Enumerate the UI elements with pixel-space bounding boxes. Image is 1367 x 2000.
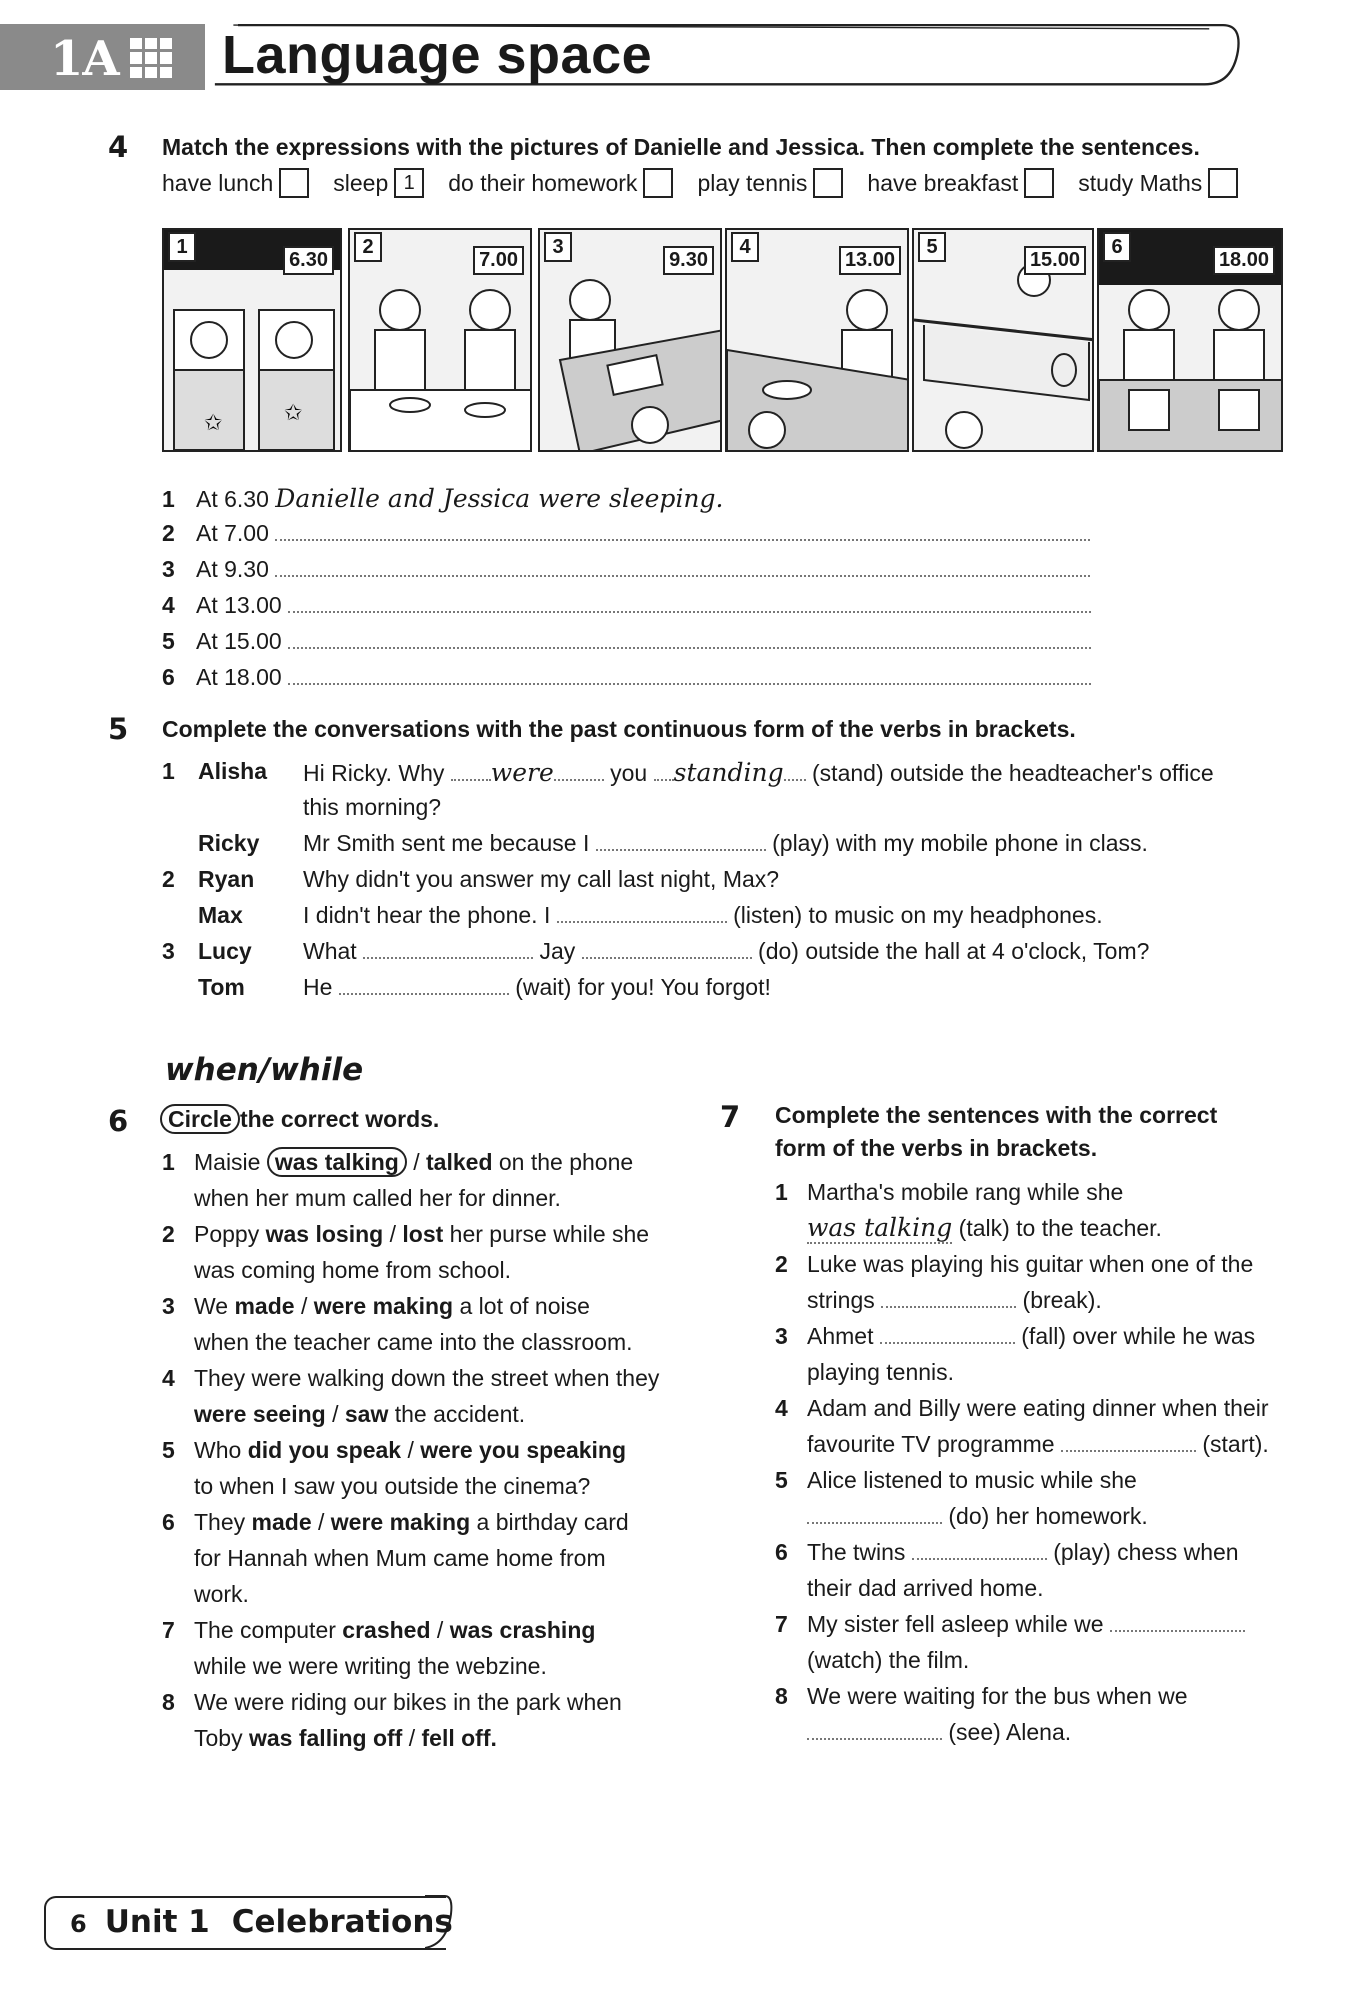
- svg-text:✩: ✩: [204, 410, 223, 435]
- item-text: Maisie: [194, 1149, 261, 1175]
- picture-time: 7.00: [473, 246, 524, 275]
- page-number: 6: [70, 1910, 87, 1938]
- answer-line[interactable]: [807, 1736, 942, 1740]
- item-number: 5: [162, 1437, 175, 1463]
- item-number: 7: [775, 1611, 788, 1637]
- option-word[interactable]: crashed: [342, 1617, 431, 1643]
- item-text: Toby: [194, 1725, 243, 1751]
- list-item: [775, 1606, 1295, 1678]
- item-text: the accident.: [394, 1401, 526, 1427]
- speaker-name: Ricky: [198, 830, 260, 856]
- exercise-7-items: [775, 1174, 1295, 1750]
- item-text: when the teacher came into the classroom.: [194, 1329, 633, 1355]
- option-word[interactable]: lost: [402, 1221, 444, 1247]
- item-number: 2: [162, 520, 175, 546]
- expression-label: play tennis: [697, 169, 808, 196]
- item-number: 5: [775, 1467, 788, 1493]
- dialogue-text: Why didn't you answer my call last night, Max?: [303, 866, 780, 892]
- item-text: playing tennis.: [807, 1359, 955, 1385]
- answer-line[interactable]: [288, 609, 1091, 613]
- dialogue-text: (stand) outside the headteacher's office: [812, 760, 1214, 786]
- exercise-7-number: 7: [720, 1100, 741, 1134]
- item-text: (talk) to the teacher.: [958, 1215, 1162, 1241]
- item-text: (fall) over while he was: [1021, 1323, 1256, 1349]
- item-number: 8: [775, 1683, 788, 1709]
- item-text: (watch) the film.: [807, 1647, 970, 1673]
- answer-line[interactable]: [880, 1340, 1015, 1344]
- item-number: 2: [162, 866, 175, 892]
- dialogue-text: Hi Ricky. Why: [303, 760, 445, 786]
- option-word[interactable]: were you speaking: [420, 1437, 627, 1463]
- answer-line[interactable]: [339, 991, 509, 995]
- item-text: The computer: [194, 1617, 336, 1643]
- item-text: My sister fell asleep while we: [807, 1611, 1104, 1637]
- item-text: Martha's mobile rang while she: [807, 1179, 1124, 1205]
- item-number: 6: [775, 1539, 788, 1565]
- picture-time: 6.30: [283, 246, 334, 275]
- expression-item: [162, 168, 309, 198]
- answer-line[interactable]: [582, 955, 752, 959]
- picture-number: 5: [918, 232, 946, 262]
- sentence-prompt: At 15.00: [196, 628, 282, 654]
- item-number: 1: [162, 486, 175, 512]
- picture-panel-6: [1097, 228, 1283, 452]
- item-text: Who: [194, 1437, 242, 1463]
- item-number: 7: [162, 1617, 175, 1643]
- answer-line: [451, 777, 491, 781]
- handwritten-answer: were: [490, 758, 554, 787]
- list-item: [162, 1288, 702, 1360]
- option-word[interactable]: saw: [344, 1401, 389, 1427]
- sentence-prompt: At 9.30: [196, 556, 269, 582]
- dialogue-text: I didn't hear the phone. I: [303, 902, 551, 928]
- instruction-text: form of the verbs in brackets.: [775, 1135, 1098, 1161]
- item-text: their dad arrived home.: [807, 1575, 1044, 1601]
- option-separator: /: [408, 1725, 416, 1751]
- item-text: a lot of noise: [459, 1293, 590, 1319]
- option-word[interactable]: fell off.: [421, 1725, 497, 1751]
- dialogue-text: this morning?: [303, 794, 442, 820]
- dialogue-text: He: [303, 974, 333, 1000]
- item-number: 4: [775, 1395, 788, 1421]
- picture-time: 18.00: [1213, 246, 1275, 275]
- picture-number: 3: [544, 232, 572, 262]
- item-text: while we were writing the webzine.: [194, 1653, 547, 1679]
- picture-time: 15.00: [1024, 246, 1086, 275]
- list-item: [162, 1432, 702, 1504]
- ex4-sentence: [162, 628, 1091, 655]
- dialogue-line: [303, 758, 1214, 787]
- answer-box[interactable]: [279, 168, 309, 198]
- answer-line: [554, 777, 604, 781]
- instruction-text: Complete the sentences with the correct: [775, 1102, 1218, 1128]
- answer-line[interactable]: [1061, 1448, 1196, 1452]
- item-text: Alice listened to music while she: [807, 1467, 1137, 1493]
- footer: [70, 1904, 453, 1940]
- expression-item: [697, 168, 843, 198]
- picture-panel-2: [348, 228, 532, 452]
- option-word[interactable]: was talking: [267, 1147, 407, 1177]
- list-item: [162, 1612, 702, 1684]
- item-text: (do) her homework.: [948, 1503, 1148, 1529]
- picture-panel-4: [725, 228, 909, 452]
- dialogue-text: you: [610, 760, 648, 786]
- item-text: (see) Alena.: [948, 1719, 1072, 1745]
- picture-number: 4: [731, 232, 759, 262]
- item-number: 1: [162, 758, 175, 784]
- item-text: (play) chess when: [1053, 1539, 1239, 1565]
- exercise-6-number: 6: [108, 1104, 129, 1138]
- item-text: Ahmet: [807, 1323, 874, 1349]
- list-item: [775, 1534, 1295, 1606]
- answer-line[interactable]: [363, 955, 533, 959]
- item-number: 5: [162, 628, 175, 654]
- expression-label: study Maths: [1078, 169, 1203, 196]
- picture-panel-5: [912, 228, 1094, 452]
- page-title: Language space: [222, 25, 653, 85]
- sentence-prompt: At 6.30: [196, 486, 269, 512]
- section-subheading: when/while: [165, 1052, 364, 1088]
- dialogue-text: (do) outside the hall at 4 o'clock, Tom?: [758, 938, 1150, 964]
- expression-item: [333, 168, 424, 198]
- picture-number: 6: [1103, 232, 1131, 262]
- picture-panel-3: [538, 228, 722, 452]
- exercise-5-instruction: Complete the conversations with the past continuous form of the verbs in brackets.: [162, 716, 1076, 742]
- answer-line[interactable]: [1110, 1628, 1245, 1632]
- answer-line[interactable]: [288, 681, 1091, 685]
- dialogue-text: (play) with my mobile phone in class.: [772, 830, 1148, 856]
- picture-number: 1: [168, 232, 196, 262]
- list-item: [162, 1144, 702, 1216]
- exercise-6-instruction: [160, 1106, 439, 1133]
- handwritten-answer: was talking: [807, 1213, 953, 1242]
- option-word[interactable]: made: [251, 1509, 312, 1535]
- option-separator: /: [332, 1401, 339, 1427]
- exercise-6-items: [162, 1144, 702, 1756]
- list-item: [162, 1504, 702, 1612]
- list-item: [162, 1360, 702, 1432]
- dialogue-line: [303, 938, 1149, 965]
- handwritten-answer: standing: [673, 758, 784, 787]
- item-number: 1: [775, 1179, 788, 1205]
- option-word[interactable]: did you speak: [247, 1437, 402, 1463]
- grid-icon: [130, 38, 172, 78]
- option-word[interactable]: was crashing: [449, 1617, 596, 1643]
- item-number: 3: [162, 1293, 175, 1319]
- list-item: [775, 1174, 1295, 1246]
- list-item: [162, 1216, 702, 1288]
- item-number: 4: [162, 1365, 175, 1391]
- item-text: work.: [194, 1581, 249, 1607]
- answer-line[interactable]: [807, 1520, 942, 1524]
- option-word[interactable]: were making: [330, 1509, 471, 1535]
- item-text: strings: [807, 1287, 875, 1313]
- item-text: was coming home from school.: [194, 1257, 512, 1283]
- answer-box[interactable]: 1: [394, 168, 424, 198]
- list-item: [775, 1678, 1295, 1750]
- picture-panel-1: [162, 228, 342, 452]
- dialogue-text: Jay: [539, 938, 576, 964]
- exercise-4-number: 4: [108, 130, 129, 164]
- speaker-name: Lucy: [198, 938, 252, 964]
- speaker-name: Max: [198, 902, 243, 928]
- sentence-prompt: At 7.00: [196, 520, 269, 546]
- instruction-text: the correct words.: [239, 1106, 440, 1132]
- ex4-sentence: [162, 484, 724, 513]
- option-word[interactable]: made: [234, 1293, 295, 1319]
- option-separator: /: [300, 1293, 308, 1319]
- option-word[interactable]: were making: [313, 1293, 454, 1319]
- item-text: Luke was playing his guitar when one of the: [807, 1251, 1254, 1277]
- answer-box[interactable]: [1208, 168, 1238, 198]
- item-text: a birthday card: [476, 1509, 629, 1535]
- lesson-code: 1A: [50, 31, 119, 87]
- answer-box[interactable]: [1024, 168, 1054, 198]
- expression-list: [162, 168, 1238, 198]
- list-item: [775, 1246, 1295, 1318]
- option-separator: /: [318, 1509, 325, 1535]
- option-word[interactable]: was falling off: [248, 1725, 403, 1751]
- item-text: They: [194, 1509, 246, 1535]
- item-text: her purse while she: [449, 1221, 650, 1247]
- expression-label: do their homework: [448, 169, 638, 196]
- option-word[interactable]: were seeing: [194, 1401, 326, 1427]
- item-number: 6: [162, 1509, 175, 1535]
- item-number: 1: [162, 1149, 175, 1175]
- item-number: 2: [162, 1221, 175, 1247]
- item-text: We: [194, 1293, 229, 1319]
- ex4-sentence: [162, 592, 1091, 619]
- item-text: for Hannah when Mum came home from: [194, 1545, 606, 1571]
- answer-box[interactable]: [813, 168, 843, 198]
- item-number: 8: [162, 1689, 175, 1715]
- circle-word: Circle: [160, 1104, 240, 1134]
- dialogue-text: What: [303, 938, 357, 964]
- sentence-prompt: At 13.00: [196, 592, 282, 618]
- dialogue-line: [303, 974, 771, 1001]
- item-text: Adam and Billy were eating dinner when their: [807, 1395, 1269, 1421]
- ex4-sentence: [162, 556, 1090, 583]
- speaker-name: Alisha: [198, 758, 268, 784]
- item-number: 6: [162, 664, 175, 690]
- picture-time: 9.30: [663, 246, 714, 275]
- expression-label: have breakfast: [867, 169, 1019, 196]
- svg-text:✩: ✩: [284, 400, 303, 425]
- dialogue-line: [303, 830, 1148, 857]
- picture-time: 13.00: [839, 246, 901, 275]
- dialogue-line: [303, 902, 1103, 929]
- item-text: We were waiting for the bus when we: [807, 1683, 1188, 1709]
- list-item: [775, 1390, 1295, 1462]
- item-text: The twins: [807, 1539, 906, 1565]
- answer-line[interactable]: [912, 1556, 1047, 1560]
- dialogue-text: Mr Smith sent me because I: [303, 830, 590, 856]
- picture-number: 2: [354, 232, 382, 262]
- item-text: to when I saw you outside the cinema?: [194, 1473, 591, 1499]
- expression-label: sleep: [333, 169, 389, 196]
- option-word[interactable]: talked: [426, 1149, 493, 1175]
- speaker-name: Ryan: [198, 866, 255, 892]
- answer-line: [784, 777, 806, 781]
- option-separator: /: [389, 1221, 396, 1247]
- ex4-sentence: [162, 520, 1090, 547]
- expression-label: have lunch: [162, 169, 274, 196]
- conversations: [162, 758, 1282, 1008]
- expression-item: [867, 168, 1054, 198]
- option-separator: /: [413, 1149, 420, 1175]
- item-text: (break).: [1022, 1287, 1102, 1313]
- item-number: 3: [775, 1323, 788, 1349]
- list-item: [162, 1684, 702, 1756]
- list-item: [775, 1318, 1295, 1390]
- unit-title: Celebrations: [231, 1904, 453, 1940]
- item-number: 4: [162, 592, 175, 618]
- item-number: 3: [162, 556, 175, 582]
- sentence-prompt: At 18.00: [196, 664, 282, 690]
- speaker-name: Tom: [198, 974, 245, 1000]
- answer-line[interactable]: [881, 1304, 1016, 1308]
- item-number: 2: [775, 1251, 788, 1277]
- option-separator: /: [407, 1437, 414, 1463]
- expression-item: [1078, 168, 1238, 198]
- item-text: Poppy: [194, 1221, 260, 1247]
- item-text: favourite TV programme: [807, 1431, 1055, 1457]
- option-separator: /: [436, 1617, 444, 1643]
- answer-line: [654, 777, 674, 781]
- answer-line[interactable]: [557, 919, 727, 923]
- exercise-4-instruction: Match the expressions with the pictures of Danielle and Jessica. Then complete the sentences.: [162, 134, 1200, 160]
- item-text: when her mum called her for dinner.: [194, 1185, 561, 1211]
- item-number: 3: [162, 938, 175, 964]
- answer-line[interactable]: [275, 537, 1090, 541]
- item-text: They were walking down the street when they: [194, 1365, 660, 1391]
- exercise-5-number: 5: [108, 712, 129, 746]
- dialogue-text: (listen) to music on my headphones.: [733, 902, 1103, 928]
- answer-line[interactable]: [596, 847, 766, 851]
- unit-label: Unit 1: [104, 1904, 210, 1940]
- answer-line[interactable]: [288, 645, 1091, 649]
- dialogue-text: (wait) for you! You forgot!: [515, 974, 771, 1000]
- list-item: [775, 1462, 1295, 1534]
- option-word[interactable]: was losing: [265, 1221, 384, 1247]
- ex4-sentence: [162, 664, 1091, 691]
- item-text: (start).: [1202, 1431, 1269, 1457]
- answer-line[interactable]: [275, 573, 1090, 577]
- answer-box[interactable]: [643, 168, 673, 198]
- expression-item: [448, 168, 673, 198]
- handwritten-answer: Danielle and Jessica were sleeping.: [275, 484, 724, 513]
- item-text: on the phone: [498, 1149, 634, 1175]
- item-text: We were riding our bikes in the park when: [194, 1689, 622, 1715]
- exercise-7-instruction: [775, 1102, 1217, 1167]
